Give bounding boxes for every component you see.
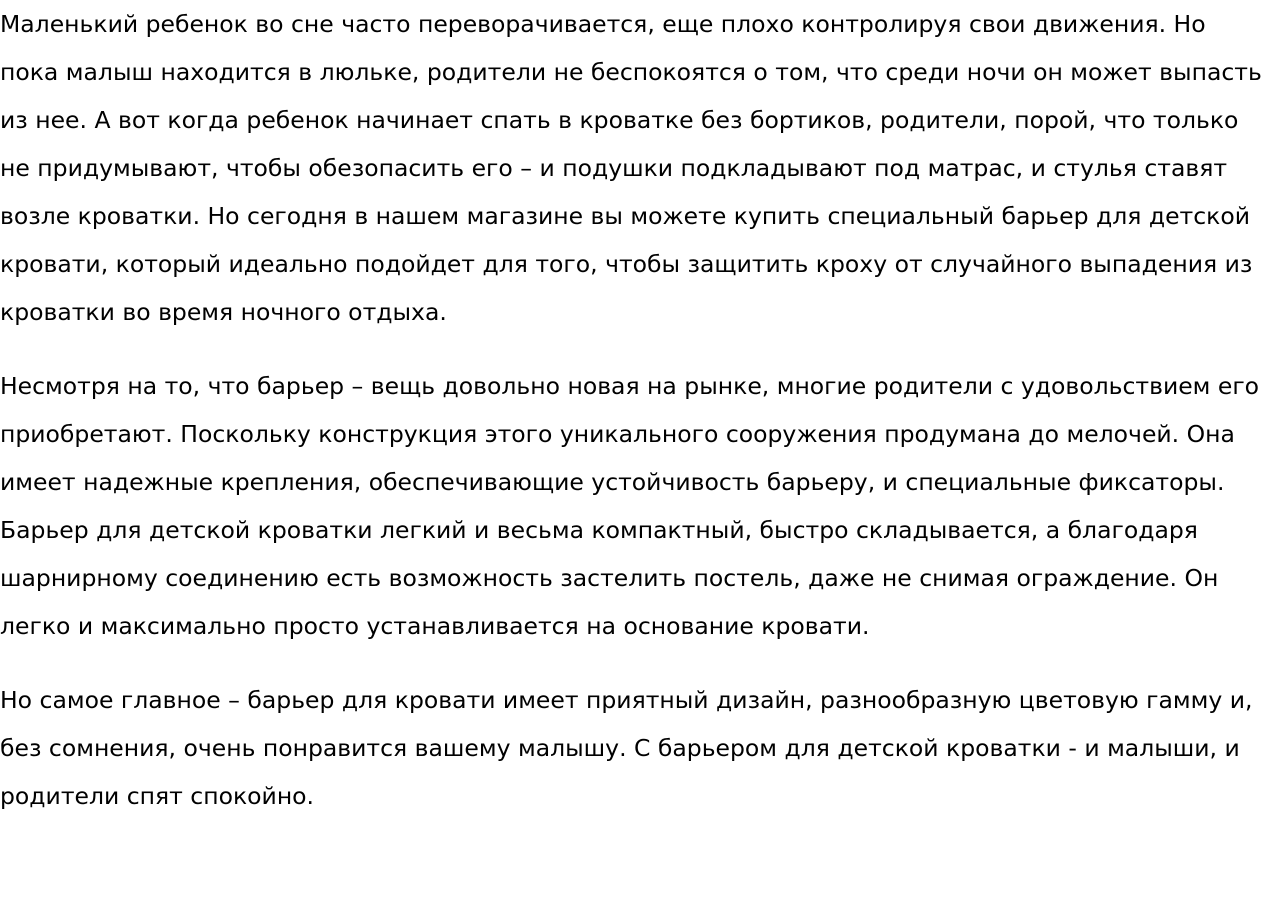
paragraph-design: Но самое главное – барьер для кровати имеет приятный дизайн, разнообразную цветовую гамму и, без сомнения, очень понравится вашему малышу. С барьером для детской кроватки - и малыши, и родители спят спокойно.: [0, 686, 1253, 810]
paragraph-construction: Несмотря на то, что барьер – вещь довольно новая на рынке, многие родители с удовольствием его приобретают. Поскольку конструкция этого уникального сооружения продумана до мелочей. Она имеет надежные крепления, обеспечивающие устойчивость барьеру, и специальные фиксаторы. Барьер для детской кроватки легкий и весьма компактный, быстро складывается, а благодаря шарнирному соединению есть возможность застелить постель, даже не снимая ограждение. Он легко и максимально просто устанавливается на основание кровати.: [0, 372, 1260, 640]
paragraph-intro: Маленький ребенок во сне часто переворачивается, еще плохо контролируя свои движения. Но пока малыш находится в люльке, родители не беспокоятся о том, что среди ночи он может выпасть из нее. А вот когда ребенок начинает спать в кроватке без бортиков, родители, порой, что только не придумывают, чтобы обезопасить его – и подушки подкладывают под матрас, и стулья ставят возле кроватки. Но сегодня в нашем магазине вы можете купить специальный барьер для детской кровати, который идеально подойдет для того, чтобы защитить кроху от случайного выпадения из кроватки во время ночного отдыха.: [0, 10, 1262, 326]
